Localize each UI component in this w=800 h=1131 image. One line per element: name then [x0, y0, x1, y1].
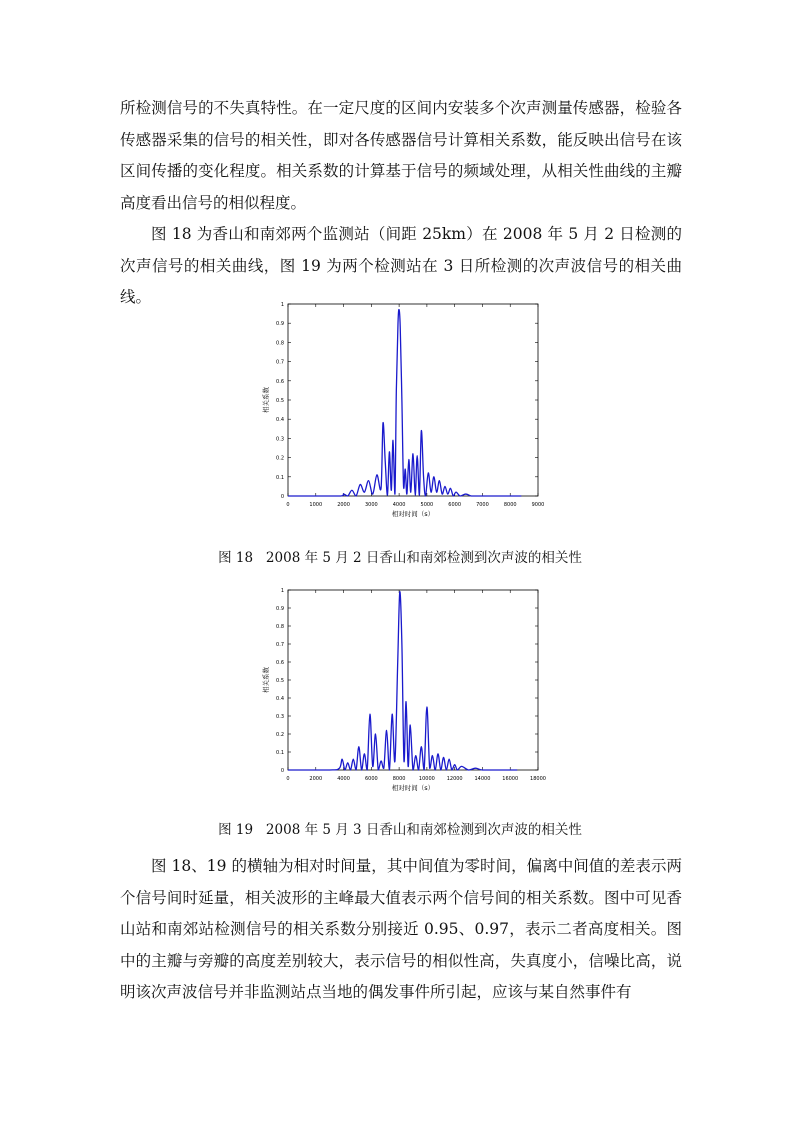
y-tick-label: 0.4 — [276, 696, 284, 702]
x-tick-label: 7000 — [476, 502, 489, 508]
figure-18-number: 图 18 — [218, 550, 254, 566]
figure-19-number: 图 19 — [218, 822, 254, 838]
x-tick-label: 10000 — [418, 776, 435, 782]
y-axis-label: 相关系数 — [262, 387, 270, 413]
y-tick-label: 0.1 — [276, 474, 284, 481]
x-tick-label: 9000 — [531, 502, 545, 508]
x-tick-label: 2000 — [309, 776, 323, 782]
y-tick-label: 0.6 — [276, 378, 284, 385]
x-tick-label: 0 — [286, 502, 290, 508]
y-tick-label: 0.8 — [276, 624, 284, 630]
x-tick-label: 8000 — [392, 776, 406, 782]
x-tick-label: 4000 — [392, 502, 406, 508]
y-axis-label: 相关系数 — [262, 667, 270, 693]
x-tick-label: 2000 — [337, 502, 350, 508]
y-tick-label: 0.5 — [276, 398, 284, 404]
y-tick-label: 0.1 — [276, 750, 284, 756]
y-tick-label: 0.8 — [276, 340, 284, 347]
x-tick-label: 14000 — [474, 776, 491, 782]
y-tick-label: 0.6 — [276, 660, 284, 666]
plot-frame — [288, 304, 538, 496]
y-tick-label: 0.9 — [276, 321, 284, 328]
x-tick-label: 8000 — [503, 502, 517, 508]
y-tick-label: 0.2 — [276, 455, 284, 462]
figure-19-caption — [0, 821, 800, 839]
y-tick-label: 0.3 — [276, 714, 284, 720]
series-line — [288, 310, 521, 496]
y-tick-label: 0.9 — [276, 606, 284, 612]
y-tick-label: 0.7 — [276, 359, 284, 366]
x-tick-label: 6000 — [364, 776, 378, 782]
plot-frame — [288, 590, 538, 770]
figure-18-caption-text: 2008 年 5 月 2 日香山和南郊检测到次声波的相关性 — [265, 550, 582, 566]
x-tick-label: 6000 — [448, 502, 462, 508]
figure-18-chart — [250, 298, 550, 530]
x-tick-label: 12000 — [446, 776, 463, 782]
y-tick-label: 0 — [280, 768, 284, 774]
y-tick-label: 1 — [280, 302, 284, 308]
x-tick-label: 3000 — [364, 502, 378, 508]
y-tick-label: 0.5 — [276, 678, 284, 684]
paragraph-2: 图 18 为香山和南郊两个监测站（间距 25km）在 2008 年 5 月 2 日检测的次声信号的相关曲线，图 19 为两个检测站在 3 日所检测的次声波信号的相关曲线。 — [120, 225, 682, 306]
x-tick-label: 18000 — [530, 776, 546, 782]
paragraph-3: 图 18、19 的横轴为相对时间量，其中间值为零时间，偏离中间值的差表示两个信号间时延量，相关波形的主峰最大值表示两个信号间的相关系数。图中可见香山站和南郊站检测信号的相关系数分别接近 0.95、0.97，表示二者高度相关。图中的主瓣与旁瓣的高度差别较大，表示信号的相似性高，失真度小，信噪比高，说明该次声波信号并非监测站点当地的偶发事件所引起，应该与某自然事件有 — [120, 857, 682, 1001]
x-tick-label: 16000 — [502, 776, 519, 782]
x-tick-label: 4000 — [337, 776, 350, 782]
paragraph-1: 所检测信号的不失真特性。在一定尺度的区间内安装多个次声测量传感器，检验各传感器采集的信号的相关性，即对各传感器信号计算相关系数，能反映出信号在该区间传播的变化程度。相关系数的计算基于信号的频域处理，从相关性曲线的主瓣高度看出信号的相似程度。 — [120, 99, 682, 212]
y-tick-label: 0.4 — [276, 417, 284, 424]
y-tick-label: 0.3 — [276, 436, 284, 443]
x-tick-label: 0 — [286, 776, 290, 782]
x-tick-label: 5000 — [420, 502, 434, 508]
figure-19-chart — [250, 584, 550, 806]
x-axis-label: 相对时间（s） — [391, 510, 435, 518]
y-tick-label: 0 — [280, 494, 284, 500]
series-line — [288, 592, 517, 770]
figure-19-caption-text: 2008 年 5 月 3 日香山和南郊检测到次声波的相关性 — [265, 822, 582, 838]
x-axis-label: 相对时间（s） — [391, 784, 435, 792]
x-tick-label: 1000 — [309, 502, 323, 508]
y-tick-label: 0.2 — [276, 732, 284, 738]
y-tick-label: 1 — [280, 588, 284, 594]
y-tick-label: 0.7 — [276, 642, 284, 648]
figure-18-caption — [0, 549, 800, 567]
